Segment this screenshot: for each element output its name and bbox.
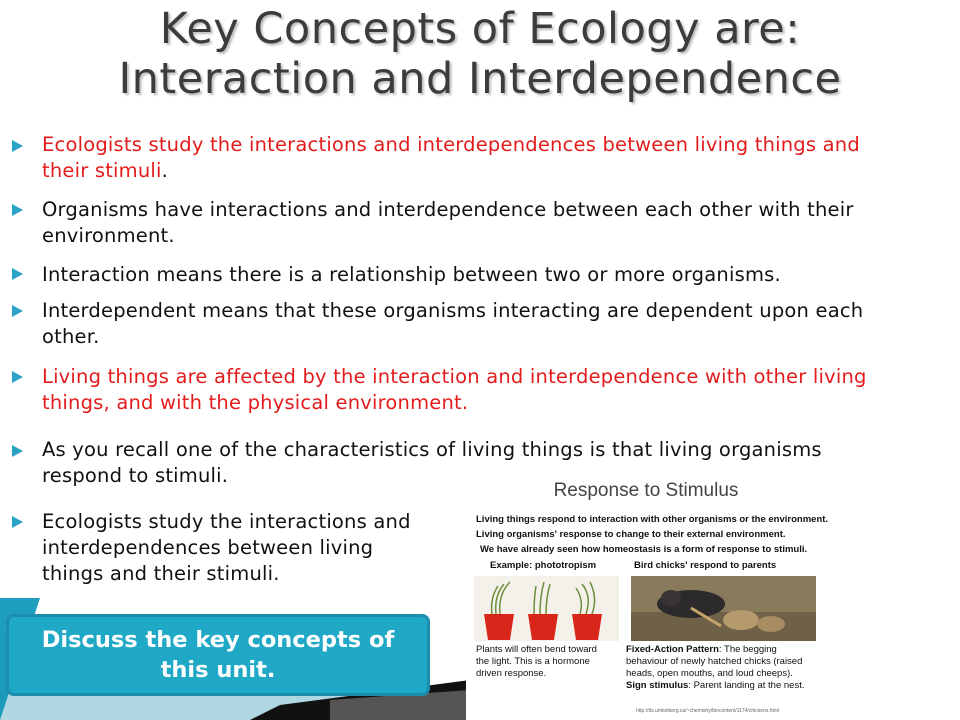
bird-chicks-photo <box>631 576 816 641</box>
paragraph-living-things-affected: Living things are affected by the interaction and interdependence with other living things, and with the physical environment. <box>42 365 867 414</box>
figure-line-3: We have already seen how homeostasis is a form of response to stimuli. <box>480 544 808 555</box>
figure-line-2: Living organisms' response to change to their external environment. <box>476 529 786 540</box>
arrow-bullet-icon <box>12 268 23 280</box>
arrow-bullet-icon <box>12 140 23 152</box>
fixed-action-pattern-term: Fixed-Action Pattern <box>626 644 719 655</box>
figure-text-left: Plants will often bend toward the light. This is a hormone driven response. <box>476 644 597 679</box>
paragraph-text: Ecologists study the interactions and interdependences between living things and their stimuli <box>42 133 860 182</box>
discuss-label: Discuss the key concepts of this unit. <box>41 627 395 683</box>
paragraph-organisms-interactions: Organisms have interactions and interdependence between each other with their environment. <box>42 198 854 247</box>
figure-title: Response to Stimulus <box>553 480 739 501</box>
figure-source-url: http://ds.umkeiberg.ca/~chemistry/biocontent/1174/chickens.html <box>636 708 780 714</box>
discuss-callout <box>6 614 430 696</box>
arrow-bullet-icon <box>12 305 23 317</box>
figure-line-1: Living things respond to interaction with other organisms or the environment. <box>476 514 829 525</box>
sign-stimulus-desc: : Parent landing at the nest. <box>688 680 805 691</box>
paragraph-recall-characteristics: As you recall one of the characteristics of living things is that living organisms respond to stimuli. <box>42 438 822 487</box>
slide-title <box>30 4 930 104</box>
figure-caption-left: Example: phototropism <box>490 560 597 571</box>
arrow-bullet-icon <box>12 204 23 216</box>
paragraph-period: . <box>161 159 169 182</box>
title-line-2: Interaction and Interdependence <box>118 54 842 104</box>
figure-caption-right: Bird chicks' respond to parents <box>634 560 777 571</box>
paragraph-interaction-definition: Interaction means there is a relationship between two or more organisms. <box>42 263 781 286</box>
arrow-bullet-icon <box>12 445 23 457</box>
arrow-bullet-icon <box>12 371 23 383</box>
paragraph-interdependent-definition: Interdependent means that these organisms interacting are dependent upon each other. <box>42 299 864 348</box>
sign-stimulus-term: Sign stimulus <box>626 680 689 691</box>
paragraph-ecologists-repeat: Ecologists study the interactions and interdependences between living things and their stimuli. <box>42 510 411 585</box>
fixed-action-pattern-desc: : The begging behaviour of newly hatched chicks (raised heads, open mouths, and loud cheeps). <box>626 644 803 679</box>
title-line-1: Key Concepts of Ecology are: <box>159 4 801 54</box>
response-to-stimulus-figure <box>466 476 829 720</box>
figure-text-right <box>626 644 816 692</box>
phototropism-plants-photo <box>474 576 619 641</box>
arrow-bullet-icon <box>12 516 23 528</box>
paragraph-ecologists-study <box>42 132 882 184</box>
